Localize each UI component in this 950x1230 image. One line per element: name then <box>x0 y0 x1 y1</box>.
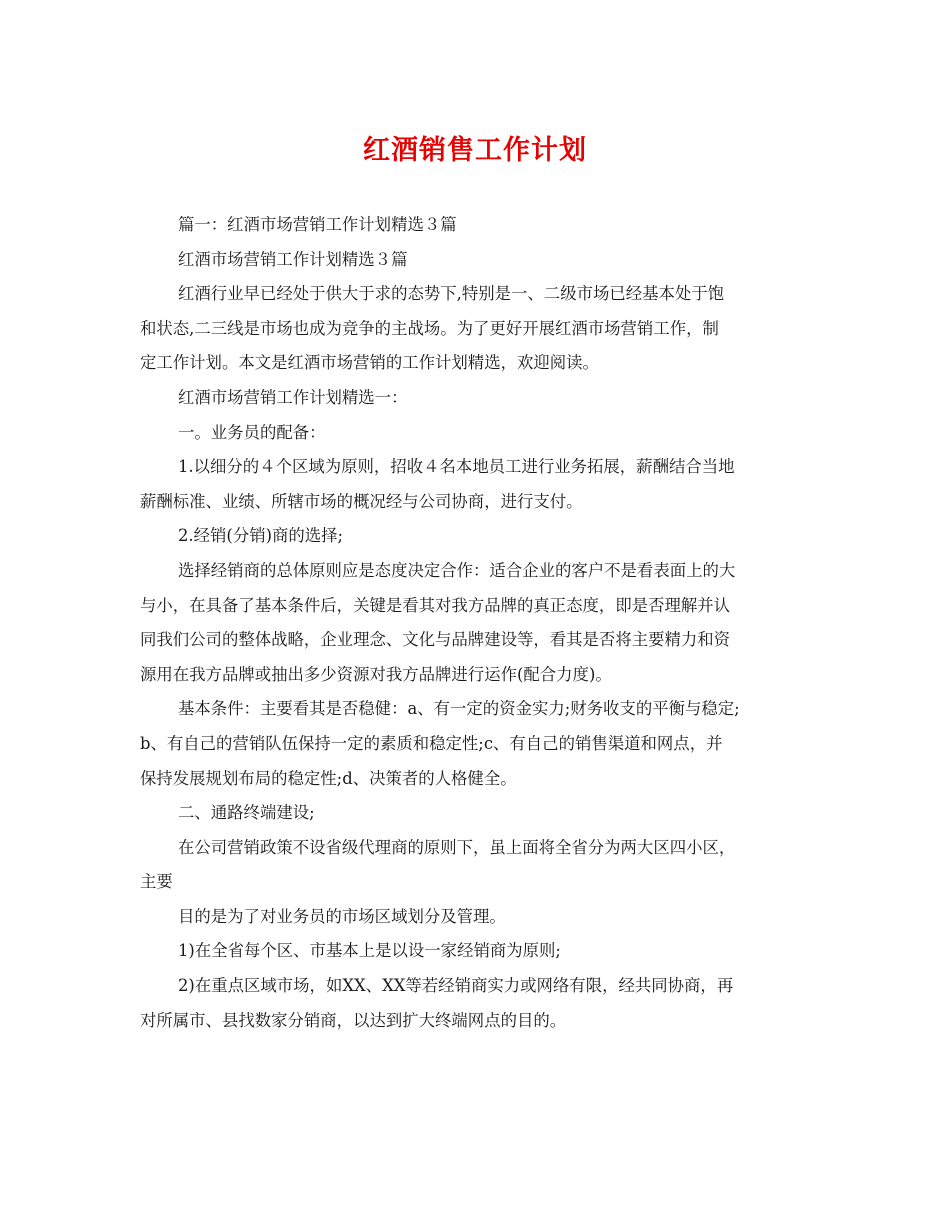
paragraph <box>140 243 812 278</box>
text-line: 在公司营销政策不设省级代理商的原则下，虽上面将全省分为两大区四小区， <box>178 837 736 857</box>
paragraph <box>140 554 812 692</box>
paragraph <box>140 208 812 243</box>
text-line: 2)在重点区域市场，如XX、XX等若经销商实力或网络有限，经共同协商，再 <box>178 976 734 996</box>
text-line: 与小，在具备了基本条件后，关键是看其对我方品牌的真正态度，即是否理解并认 <box>140 595 731 615</box>
paragraph <box>140 900 812 935</box>
text-line: 基本条件：主要看其是否稳健：a、有一定的资金实力;财务收支的平衡与稳定; <box>178 699 740 719</box>
text-line: 保持发展规划布局的稳定性;d、决策者的人格健全。 <box>140 768 517 788</box>
text-line: 2.经销(分销)商的选择; <box>178 526 344 546</box>
paragraph <box>140 416 812 451</box>
text-line: 同我们公司的整体战略，企业理念、文化与品牌建设等，看其是否将主要精力和资 <box>140 630 731 650</box>
text-line: 薪酬标准、业绩、所辖市场的概况经与公司协商，进行支付。 <box>140 491 583 511</box>
paragraph <box>140 381 812 416</box>
text-line: 二、通路终端建设; <box>178 803 315 823</box>
text-line: 1.以细分的４个区域为原则，招收４名本地员工进行业务拓展，薪酬结合当地 <box>178 457 735 477</box>
paragraph <box>140 450 812 519</box>
paragraph <box>140 277 812 381</box>
text-line: b、有自己的营销队伍保持一定的素质和稳定性;c、有自己的销售渠道和网点，并 <box>140 733 723 753</box>
paragraph <box>140 934 812 969</box>
text-line: 定工作计划。本文是红酒市场营销的工作计划精选，欢迎阅读。 <box>140 353 599 373</box>
document-title: 红酒销售工作计划 <box>363 135 587 166</box>
text-line: 选择经销商的总体原则应是态度决定合作：适合企业的客户不是看表面上的大 <box>178 560 736 580</box>
text-line: 1)在全省每个区、市基本上是以设一家经销商为原则; <box>178 941 561 961</box>
text-line: 红酒市场营销工作计划精选３篇 <box>178 249 408 269</box>
document-body <box>140 208 812 1038</box>
text-line: 源用在我方品牌或抽出多少资源对我方品牌进行运作(配合力度)。 <box>140 664 612 684</box>
paragraph <box>140 969 812 1038</box>
paragraph <box>140 796 812 831</box>
paragraph <box>140 831 812 900</box>
text-line: 对所属市、县找数家分销商，以达到扩大终端网点的目的。 <box>140 1010 567 1030</box>
text-line: 目的是为了对业务员的市场区域划分及管理。 <box>178 906 506 926</box>
text-line: 红酒行业早已经处于供大于求的态势下,特别是一、二级市场已经基本处于饱 <box>178 284 725 304</box>
text-line: 主要 <box>140 872 173 892</box>
paragraph <box>140 519 812 554</box>
text-line: 篇一：红酒市场营销工作计划精选３篇 <box>178 215 457 234</box>
text-line: 红酒市场营销工作计划精选一： <box>178 387 408 407</box>
paragraph <box>140 692 812 796</box>
text-line: 和状态,二三线是市场也成为竞争的主战场。为了更好开展红酒市场营销工作，制 <box>140 318 719 338</box>
text-line: 一。业务员的配备： <box>178 422 326 442</box>
